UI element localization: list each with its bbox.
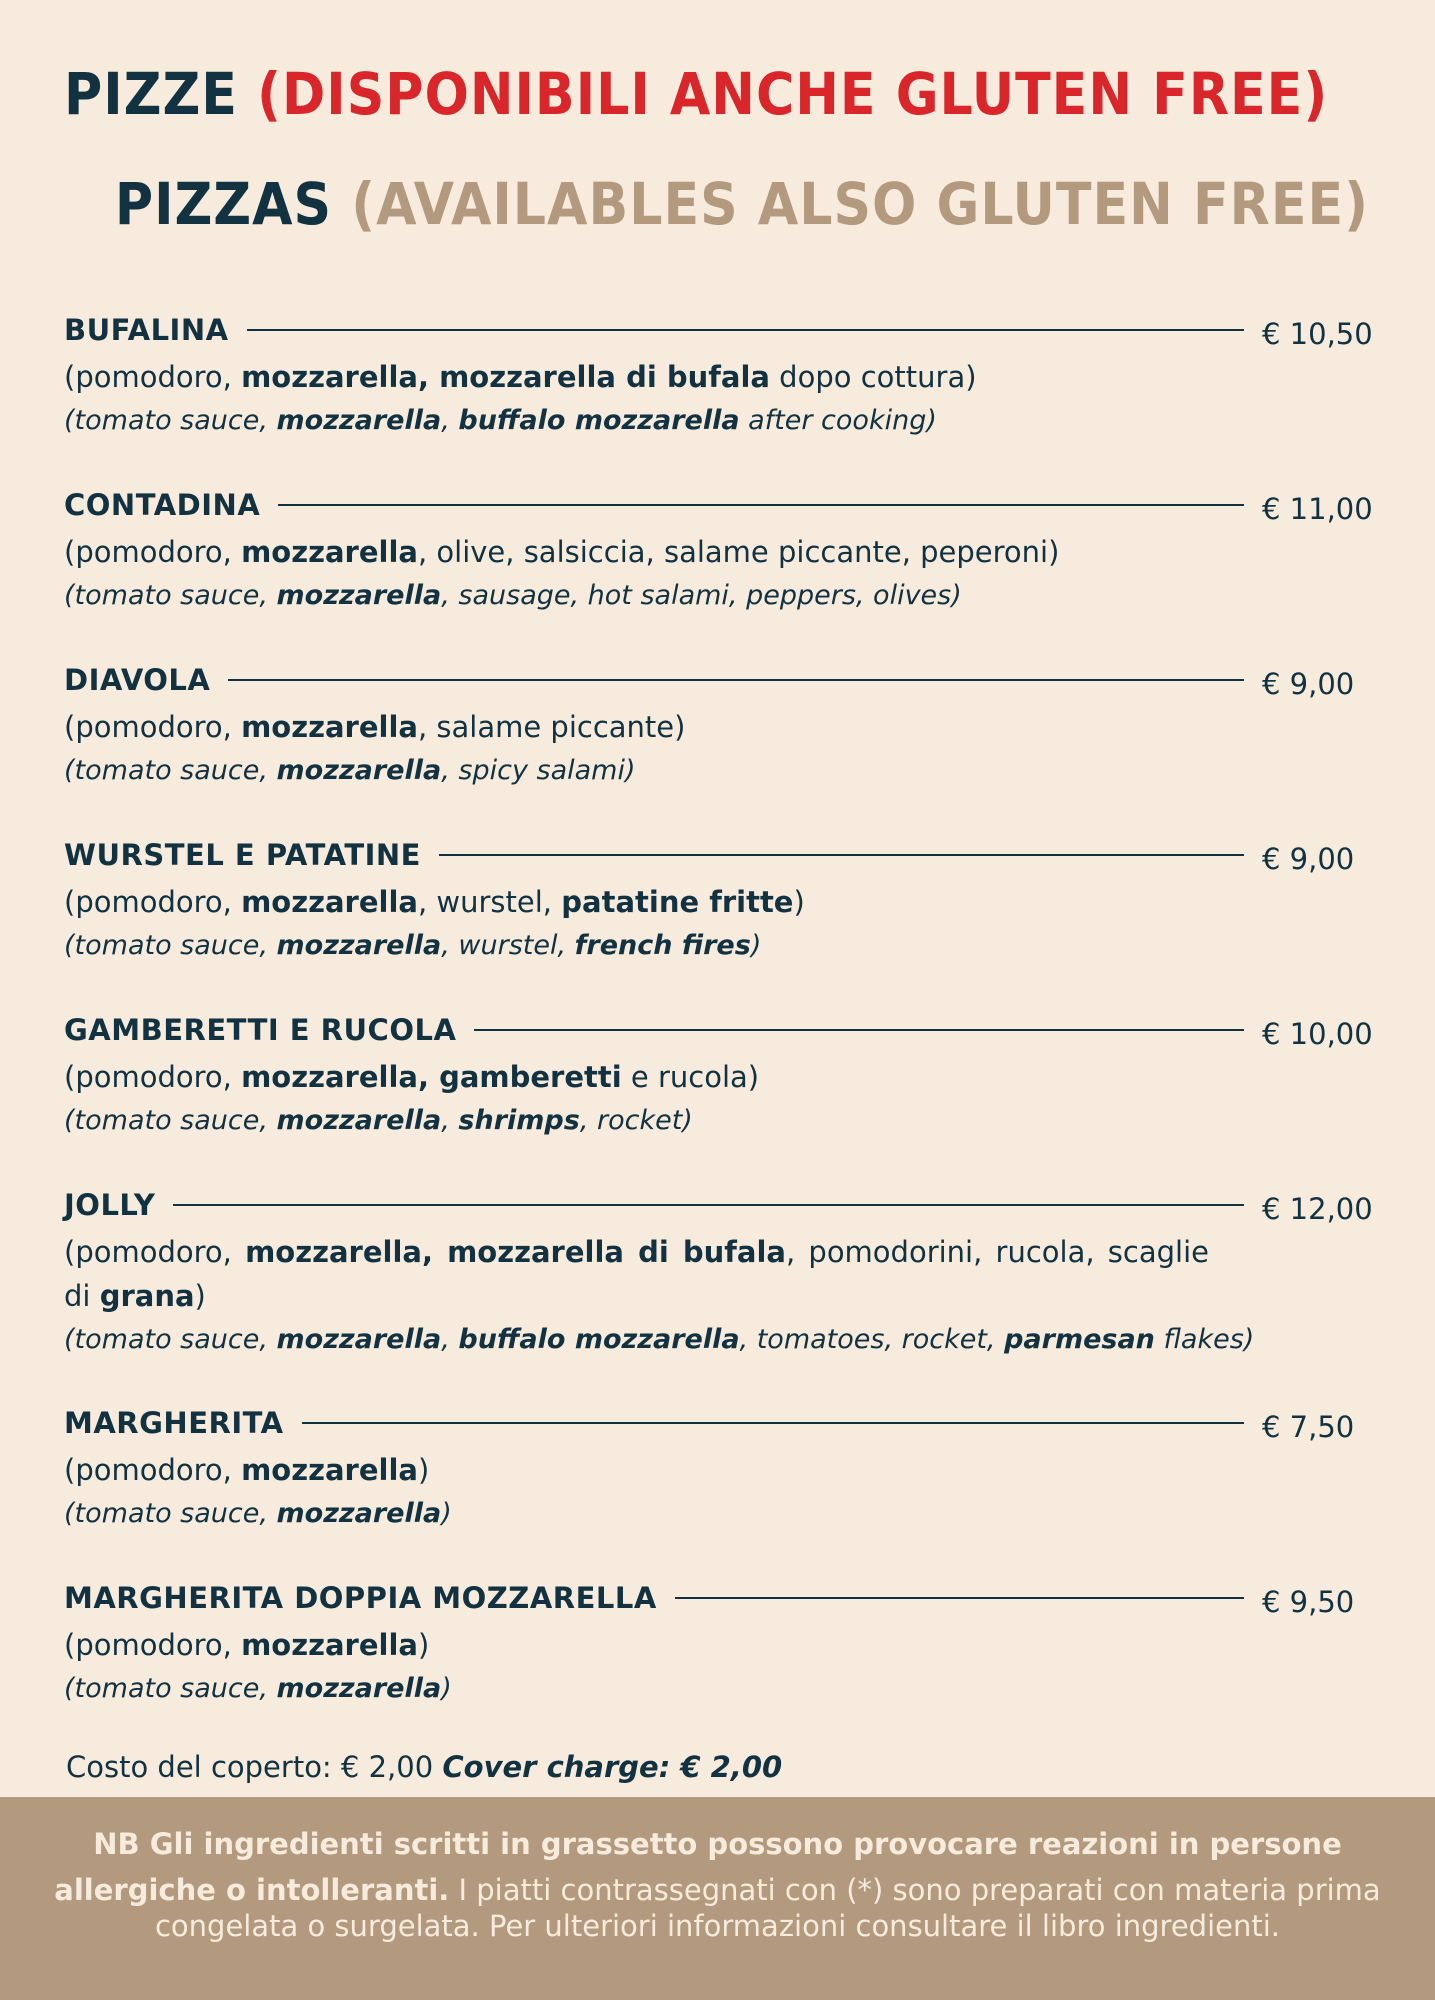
- menu-item: [64, 655, 1374, 830]
- ingredient-text: , pomodorini, rucola, scaglie di: [64, 1235, 1209, 1313]
- menu-item-price: € 9,00: [1262, 842, 1355, 876]
- menu-item-description-en: [64, 574, 1209, 618]
- menu-item: [64, 830, 1374, 1005]
- title-italian: [64, 60, 1328, 128]
- menu-item-price: € 7,50: [1262, 1410, 1355, 1444]
- footer-line-2-rest: I piatti contrassegnati con (*) sono preparati con materia prima: [449, 1873, 1381, 1907]
- allergen-ingredient: mozzarella: [241, 1628, 418, 1662]
- ingredient-text: , rocket): [579, 1105, 693, 1136]
- ingredient-text: (tomato sauce,: [64, 930, 277, 961]
- allergen-ingredient: buffalo mozzarella: [458, 1324, 740, 1355]
- menu-item: [64, 1573, 1374, 1748]
- allergen-ingredient: french fires: [574, 930, 751, 961]
- ingredient-text: ,: [441, 405, 459, 436]
- allergen-ingredient: parmesan: [1004, 1324, 1155, 1355]
- menu-item: [64, 305, 1374, 480]
- ingredient-text: (tomato sauce,: [64, 755, 277, 786]
- menu-item-price: € 10,50: [1262, 317, 1373, 351]
- ingredient-text: , wurstel,: [417, 885, 562, 919]
- leader-line: [64, 679, 1244, 681]
- pizza-menu-list: [64, 305, 1374, 1748]
- allergen-ingredient: buffalo mozzarella: [458, 405, 740, 436]
- ingredient-text: (pomodoro,: [64, 535, 242, 569]
- ingredient-text: (pomodoro,: [64, 360, 242, 394]
- menu-item-price: € 11,00: [1262, 492, 1373, 526]
- menu-item: [64, 480, 1374, 655]
- ingredient-text: ): [750, 930, 762, 961]
- title-italian-note: (DISPONIBILI ANCHE GLUTEN FREE): [257, 60, 1329, 128]
- ingredient-text: (pomodoro,: [64, 1060, 242, 1094]
- ingredient-text: ): [417, 1628, 430, 1662]
- ingredient-text: flakes): [1154, 1324, 1255, 1355]
- menu-item-description-it: [64, 1623, 1209, 1667]
- cover-charge: [66, 1750, 782, 1784]
- allergen-ingredient: mozzarella, mozzarella di bufala: [245, 1235, 786, 1269]
- ingredient-text: (pomodoro,: [64, 1235, 246, 1269]
- allergen-ingredient: mozzarella: [276, 1105, 442, 1136]
- menu-item-description-it: [64, 1055, 1209, 1099]
- ingredient-text: ): [793, 885, 805, 919]
- menu-item-description-en: [64, 399, 1209, 443]
- ingredient-text: , wurstel,: [441, 930, 575, 961]
- ingredient-text: , salame piccante): [417, 710, 686, 744]
- menu-item-name: MARGHERITA DOPPIA MOZZARELLA: [64, 1581, 675, 1615]
- ingredient-text: (pomodoro,: [64, 1453, 242, 1487]
- footer-line-2: [0, 1873, 1435, 1907]
- footer-line-2-bold: allergiche o intolleranti.: [54, 1873, 450, 1907]
- menu-item-description-it: [64, 705, 1209, 749]
- footer-line-1: NB Gli ingredienti scritti in grassetto possono provocare reazioni in persone: [93, 1827, 1342, 1861]
- ingredient-text: , tomatoes, rocket,: [739, 1324, 1005, 1355]
- menu-item-price: € 9,50: [1262, 1585, 1355, 1619]
- menu-item-header: [64, 305, 1374, 355]
- ingredient-text: ): [194, 1279, 206, 1313]
- ingredient-text: (tomato sauce,: [64, 1105, 277, 1136]
- allergen-ingredient: mozzarella: [276, 580, 442, 611]
- title-italian-main: PIZZE: [64, 60, 238, 128]
- menu-item-description-en: [64, 1492, 1209, 1536]
- menu-item-name: GAMBERETTI E RUCOLA: [64, 1013, 474, 1047]
- ingredient-text: , spicy salami): [441, 755, 636, 786]
- allergen-ingredient: mozzarella: [276, 405, 442, 436]
- menu-item-header: [64, 655, 1374, 705]
- allergen-footer: [0, 1797, 1435, 2000]
- ingredient-text: (pomodoro,: [64, 1628, 242, 1662]
- menu-item-description-it: [64, 1448, 1209, 1492]
- ingredient-text: after cooking): [739, 405, 937, 436]
- ingredient-text: ,: [441, 1105, 459, 1136]
- allergen-ingredient: mozzarella: [276, 1673, 442, 1704]
- menu-item-price: € 12,00: [1262, 1192, 1373, 1226]
- menu-item-description-en: [64, 924, 1209, 968]
- ingredient-text: (pomodoro,: [64, 885, 242, 919]
- allergen-ingredient: mozzarella, gamberetti: [241, 1060, 622, 1094]
- allergen-ingredient: mozzarella: [276, 1324, 442, 1355]
- allergen-ingredient: mozzarella, mozzarella di bufala: [241, 360, 770, 394]
- ingredient-text: (pomodoro,: [64, 710, 242, 744]
- ingredient-text: , olive, salsiccia, salame piccante, peperoni): [417, 535, 1060, 569]
- ingredient-text: e rucola): [621, 1060, 760, 1094]
- menu-item-header: [64, 1180, 1374, 1230]
- menu-item-price: € 9,00: [1262, 667, 1355, 701]
- menu-item-description-en: [64, 1318, 1255, 1362]
- menu-item-header: [64, 830, 1374, 880]
- allergen-ingredient: patatine fritte: [561, 885, 794, 919]
- ingredient-text: ): [417, 1453, 430, 1487]
- menu-item-header: [64, 1573, 1374, 1623]
- allergen-ingredient: mozzarella: [241, 1453, 418, 1487]
- menu-item-price: € 10,00: [1262, 1017, 1373, 1051]
- allergen-ingredient: shrimps: [458, 1105, 580, 1136]
- ingredient-text: ): [441, 1673, 452, 1704]
- cover-charge-it: Costo del coperto: € 2,00: [66, 1750, 434, 1784]
- ingredient-text: (tomato sauce,: [64, 405, 277, 436]
- menu-item-name: WURSTEL E PATATINE: [64, 838, 439, 872]
- menu-item-description-it: [64, 1230, 1209, 1318]
- allergen-ingredient: mozzarella: [276, 930, 442, 961]
- ingredient-text: ,: [441, 1324, 459, 1355]
- ingredient-text: (tomato sauce,: [64, 1673, 277, 1704]
- ingredient-text: (tomato sauce,: [64, 1498, 277, 1529]
- cover-charge-en: Cover charge: € 2,00: [442, 1750, 783, 1784]
- menu-item-name: JOLLY: [64, 1188, 173, 1222]
- menu-item-description-it: [64, 355, 1209, 399]
- ingredient-text: , sausage, hot salami, peppers, olives): [441, 580, 962, 611]
- menu-item: [64, 1398, 1374, 1573]
- menu-header: [0, 0, 1435, 290]
- footer-line-3: congelata o surgelata. Per ulteriori informazioni consultare il libro ingredienti.: [154, 1909, 1281, 1943]
- menu-item-header: [64, 480, 1374, 530]
- menu-item-name: CONTADINA: [64, 488, 278, 522]
- menu-item-description-en: [64, 1667, 1209, 1711]
- menu-item-name: DIAVOLA: [64, 663, 228, 697]
- menu-item-description-en: [64, 1099, 1209, 1143]
- menu-item-description-it: [64, 530, 1209, 574]
- menu-item-name: MARGHERITA: [64, 1406, 302, 1440]
- ingredient-text: (tomato sauce,: [64, 580, 277, 611]
- allergen-ingredient: mozzarella: [241, 535, 418, 569]
- allergen-ingredient: grana: [99, 1279, 195, 1313]
- menu-item-name: BUFALINA: [64, 313, 247, 347]
- menu-item-description-it: [64, 880, 1209, 924]
- menu-item: [64, 1180, 1374, 1398]
- menu-item-description-en: [64, 749, 1209, 793]
- title-english: [115, 170, 1369, 238]
- allergen-ingredient: mozzarella: [276, 755, 442, 786]
- leader-line: [64, 1204, 1244, 1206]
- ingredient-text: dopo cottura): [769, 360, 977, 394]
- allergen-ingredient: mozzarella: [241, 885, 418, 919]
- title-english-main: PIZZAS: [114, 170, 333, 238]
- allergen-ingredient: mozzarella: [276, 1498, 442, 1529]
- menu-item-header: [64, 1005, 1374, 1055]
- menu-item-header: [64, 1398, 1374, 1448]
- menu-item: [64, 1005, 1374, 1180]
- allergen-ingredient: mozzarella: [241, 710, 418, 744]
- title-english-note: (AVAILABLES ALSO GLUTEN FREE): [351, 170, 1369, 238]
- ingredient-text: (tomato sauce,: [64, 1324, 277, 1355]
- ingredient-text: ): [441, 1498, 452, 1529]
